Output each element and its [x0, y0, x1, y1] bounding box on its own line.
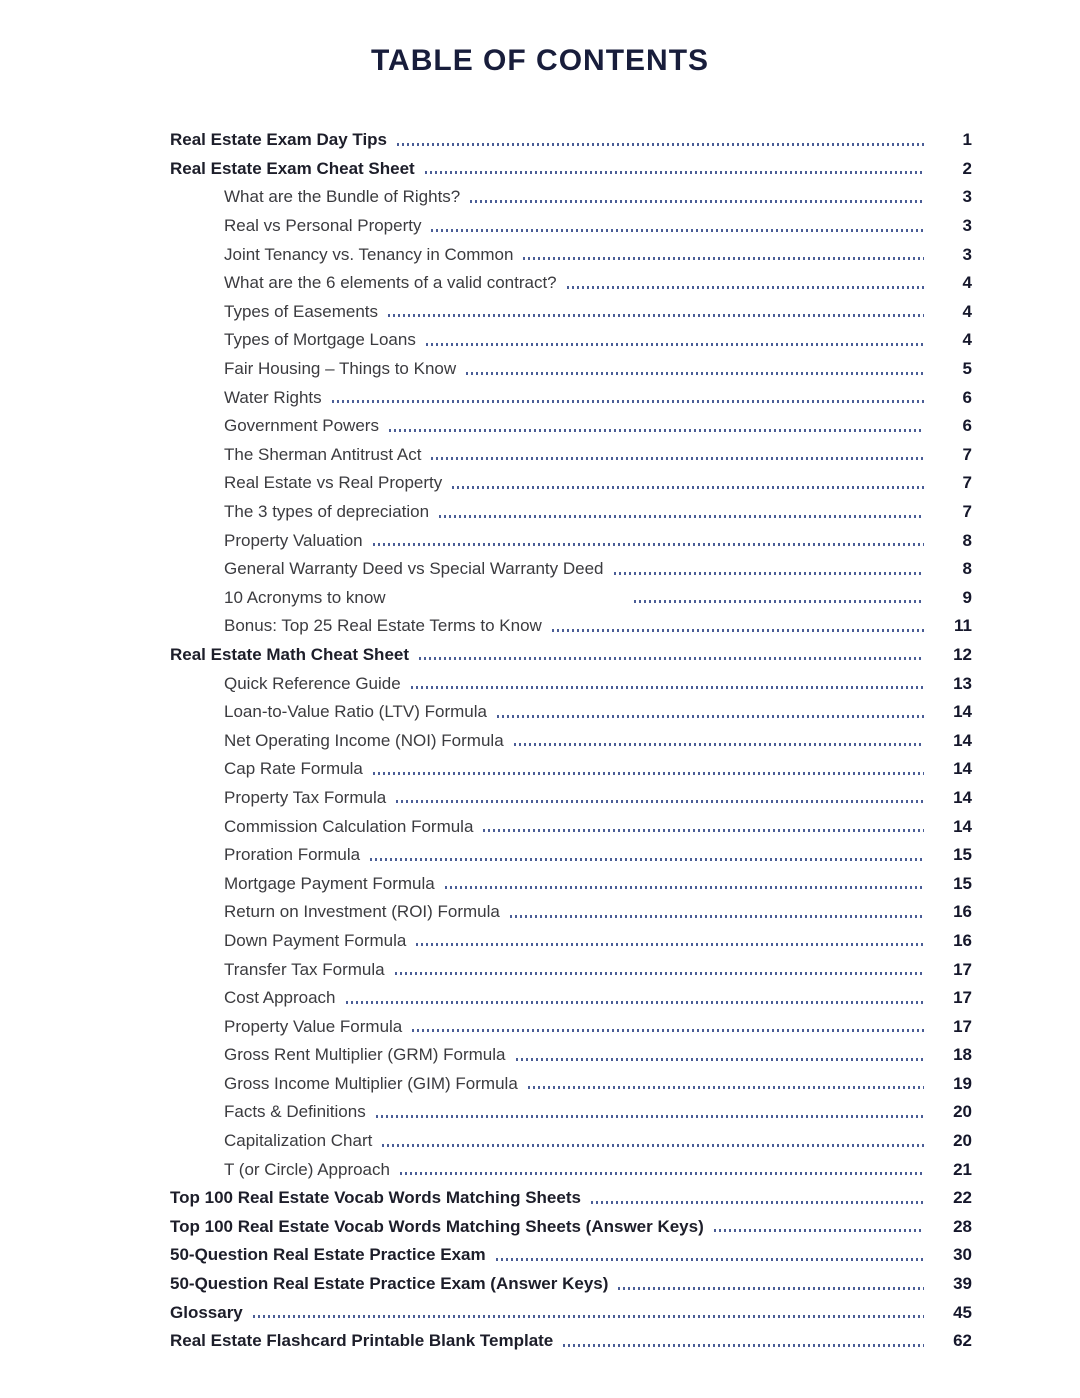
toc-entry — [170, 155, 972, 184]
toc-entry-label: Real Estate Exam Cheat Sheet — [170, 158, 415, 178]
toc-entry — [170, 726, 972, 755]
toc-entry-page: 15 — [953, 873, 972, 893]
dotted-leader — [439, 515, 924, 518]
toc-entry — [170, 669, 972, 698]
toc-entry — [170, 1270, 972, 1299]
dotted-leader — [400, 1172, 924, 1175]
toc-entry — [170, 212, 972, 241]
dotted-leader — [510, 915, 924, 918]
dotted-leader — [714, 1229, 924, 1232]
dotted-leader — [497, 715, 924, 718]
toc-entry-label: Bonus: Top 25 Real Estate Terms to Know — [224, 616, 542, 636]
toc-entry — [170, 383, 972, 412]
toc-entry-label: What are the Bundle of Rights? — [224, 187, 461, 207]
toc-entry-page: 4 — [962, 273, 972, 293]
toc-entry-label: Glossary — [170, 1302, 243, 1322]
toc-entry-label: Joint Tenancy vs. Tenancy in Common — [224, 244, 514, 264]
toc-entry-page: 14 — [953, 702, 972, 722]
toc-entry-label: Transfer Tax Formula — [224, 959, 385, 979]
toc-entry-page: 17 — [953, 959, 972, 979]
toc-entry — [170, 1012, 972, 1041]
toc-entry — [170, 355, 972, 384]
dotted-leader — [425, 171, 924, 174]
dotted-leader — [253, 1315, 924, 1318]
toc-entry-label: Loan-to-Value Ratio (LTV) Formula — [224, 702, 487, 722]
toc-entry-label: 50-Question Real Estate Practice Exam — [170, 1245, 486, 1265]
toc-entry — [170, 584, 972, 613]
toc-entry — [170, 412, 972, 441]
dotted-leader — [563, 1344, 924, 1347]
toc-entry-page: 14 — [953, 730, 972, 750]
dotted-leader — [396, 800, 924, 803]
toc-entry-page: 12 — [953, 644, 972, 664]
toc-entry-label: Return on Investment (ROI) Formula — [224, 902, 500, 922]
toc-entry-page: 11 — [954, 616, 972, 636]
toc-entry-label: Fair Housing – Things to Know — [224, 359, 457, 379]
dotted-leader — [431, 457, 924, 460]
toc-entry-page: 2 — [962, 158, 972, 178]
toc-entry-label: Property Tax Formula — [224, 787, 387, 807]
toc-entry — [170, 298, 972, 327]
toc-entry-label: The Sherman Antitrust Act — [224, 444, 422, 464]
toc-entry-page: 3 — [962, 244, 972, 264]
toc-entry-page: 30 — [953, 1245, 972, 1265]
toc-entry-page: 4 — [962, 330, 972, 350]
toc-entry-label: The 3 types of depreciation — [224, 502, 430, 522]
toc-entry-page: 21 — [953, 1159, 972, 1179]
toc-entry-label: Water Rights — [224, 387, 322, 407]
toc-entry-label: Real Estate Flashcard Printable Blank Template — [170, 1331, 554, 1351]
toc-entry-page: 14 — [953, 816, 972, 836]
toc-entry-label: Top 100 Real Estate Vocab Words Matching Sheets (Answer Keys) — [170, 1216, 704, 1236]
toc-entry-label: Gross Income Multiplier (GIM) Formula — [224, 1073, 518, 1093]
toc-entry — [170, 1213, 972, 1242]
toc-entry-page: 4 — [962, 301, 972, 321]
toc-entry — [170, 612, 972, 641]
toc-entry-label: Property Value Formula — [224, 1016, 403, 1036]
toc-entry — [170, 784, 972, 813]
dotted-leader — [523, 257, 924, 260]
toc-entry-page: 1 — [962, 130, 972, 150]
toc-entry-page: 18 — [953, 1045, 972, 1065]
toc-entry — [170, 269, 972, 298]
toc-entry-label: Real Estate Exam Day Tips — [170, 130, 388, 150]
page-title: TABLE OF CONTENTS — [370, 44, 710, 77]
toc-entry — [170, 812, 972, 841]
toc-entry — [170, 526, 972, 555]
toc-entry — [170, 1070, 972, 1099]
dotted-leader — [516, 1058, 925, 1061]
toc-entry — [170, 698, 972, 727]
toc-entry — [170, 1298, 972, 1327]
toc-entry-label: Facts & Definitions — [224, 1102, 366, 1122]
toc-entry-page: 3 — [962, 216, 972, 236]
dotted-leader — [346, 1001, 924, 1004]
toc-entry — [170, 869, 972, 898]
toc-entry-page: 17 — [953, 1016, 972, 1036]
toc-entry-page: 14 — [953, 759, 972, 779]
toc-entry-page: 6 — [962, 416, 972, 436]
toc-entry-page: 13 — [953, 673, 972, 693]
toc-entry-label: Mortgage Payment Formula — [224, 873, 435, 893]
toc-entry-page: 9 — [962, 587, 972, 607]
toc-entry — [170, 555, 972, 584]
toc-entry-label: What are the 6 elements of a valid contract? — [224, 273, 557, 293]
toc-entry — [170, 641, 972, 670]
toc-entry-page: 17 — [953, 988, 972, 1008]
toc-entry-label: Quick Reference Guide — [224, 673, 401, 693]
toc-entry — [170, 1155, 972, 1184]
dotted-leader — [397, 143, 924, 146]
toc-entry-page: 7 — [962, 473, 972, 493]
toc-list — [170, 126, 972, 1356]
dotted-leader — [370, 858, 924, 861]
dotted-leader — [412, 1029, 924, 1032]
toc-entry-page: 16 — [953, 902, 972, 922]
toc-entry — [170, 240, 972, 269]
toc-entry — [170, 469, 972, 498]
toc-entry — [170, 898, 972, 927]
toc-entry — [170, 755, 972, 784]
toc-entry-label: Government Powers — [224, 416, 379, 436]
toc-entry — [170, 1127, 972, 1156]
toc-entry — [170, 441, 972, 470]
toc-entry-page: 16 — [953, 930, 972, 950]
toc-entry-label: Top 100 Real Estate Vocab Words Matching Sheets — [170, 1188, 581, 1208]
toc-entry-label: Proration Formula — [224, 845, 361, 865]
dotted-leader — [634, 600, 924, 603]
toc-entry-label: Cost Approach — [224, 988, 336, 1008]
toc-entry-label: Gross Rent Multiplier (GRM) Formula — [224, 1045, 506, 1065]
dotted-leader — [395, 972, 924, 975]
toc-entry-page: 6 — [962, 387, 972, 407]
toc-entry-page: 28 — [953, 1216, 972, 1236]
toc-entry-page: 22 — [953, 1188, 972, 1208]
dotted-leader — [496, 1258, 924, 1261]
dotted-leader — [466, 372, 924, 375]
toc-entry — [170, 1098, 972, 1127]
dotted-leader — [416, 943, 924, 946]
dotted-leader — [332, 400, 924, 403]
toc-entry-label: Real vs Personal Property — [224, 216, 422, 236]
dotted-leader — [411, 686, 924, 689]
dotted-leader — [419, 657, 924, 660]
toc-entry-label: Types of Mortgage Loans — [224, 330, 416, 350]
toc-entry-label: Net Operating Income (NOI) Formula — [224, 730, 504, 750]
toc-entry-label: T (or Circle) Approach — [224, 1159, 390, 1179]
toc-entry-label: Real Estate Math Cheat Sheet — [170, 644, 410, 664]
toc-entry-page: 5 — [962, 359, 972, 379]
toc-entry — [170, 927, 972, 956]
toc-entry — [170, 183, 972, 212]
toc-entry — [170, 984, 972, 1013]
toc-entry-page: 20 — [953, 1131, 972, 1151]
dotted-leader — [373, 543, 924, 546]
toc-entry-label: Cap Rate Formula — [224, 759, 363, 779]
toc-entry-label: Commission Calculation Formula — [224, 816, 474, 836]
toc-entry — [170, 498, 972, 527]
toc-entry-page: 7 — [962, 444, 972, 464]
dotted-leader — [618, 1287, 924, 1290]
toc-entry — [170, 841, 972, 870]
dotted-leader — [614, 572, 924, 575]
toc-entry — [170, 1327, 972, 1356]
toc-entry-page: 62 — [953, 1331, 972, 1351]
toc-entry-label: Real Estate vs Real Property — [224, 473, 443, 493]
toc-entry-page: 14 — [953, 787, 972, 807]
toc-entry-page: 15 — [953, 845, 972, 865]
dotted-leader — [431, 229, 924, 232]
dotted-leader — [483, 829, 924, 832]
toc-entry-page: 45 — [953, 1302, 972, 1322]
toc-entry — [170, 1241, 972, 1270]
dotted-leader — [591, 1201, 924, 1204]
dotted-leader — [376, 1115, 924, 1118]
toc-entry — [170, 326, 972, 355]
dotted-leader — [514, 743, 924, 746]
toc-entry-label: Types of Easements — [224, 301, 379, 321]
toc-entry-page: 3 — [962, 187, 972, 207]
toc-entry-page: 7 — [962, 502, 972, 522]
toc-entry-page: 8 — [962, 530, 972, 550]
toc-entry — [170, 1041, 972, 1070]
dotted-leader — [567, 286, 924, 289]
dotted-leader — [552, 629, 924, 632]
toc-entry-label: Capitalization Chart — [224, 1131, 373, 1151]
dotted-leader — [388, 314, 924, 317]
toc-entry — [170, 1184, 972, 1213]
dotted-leader — [389, 429, 924, 432]
toc-entry — [170, 955, 972, 984]
toc-entry-label: 50-Question Real Estate Practice Exam (Answer Keys) — [170, 1274, 609, 1294]
toc-entry-label: Property Valuation — [224, 530, 363, 550]
dotted-leader — [426, 343, 924, 346]
dotted-leader — [445, 886, 924, 889]
dotted-leader — [452, 486, 924, 489]
toc-entry-page: 20 — [953, 1102, 972, 1122]
toc-entry-label: 10 Acronyms to know — [224, 587, 386, 607]
dotted-leader — [528, 1086, 924, 1089]
toc-entry-label: Down Payment Formula — [224, 930, 407, 950]
toc-entry-page: 39 — [953, 1274, 972, 1294]
toc-entry-label: General Warranty Deed vs Special Warranty Deed — [224, 559, 604, 579]
toc-entry — [170, 126, 972, 155]
toc-entry-page: 19 — [953, 1073, 972, 1093]
dotted-leader — [382, 1144, 924, 1147]
dotted-leader — [470, 200, 924, 203]
dotted-leader — [373, 772, 924, 775]
toc-entry-page: 8 — [962, 559, 972, 579]
